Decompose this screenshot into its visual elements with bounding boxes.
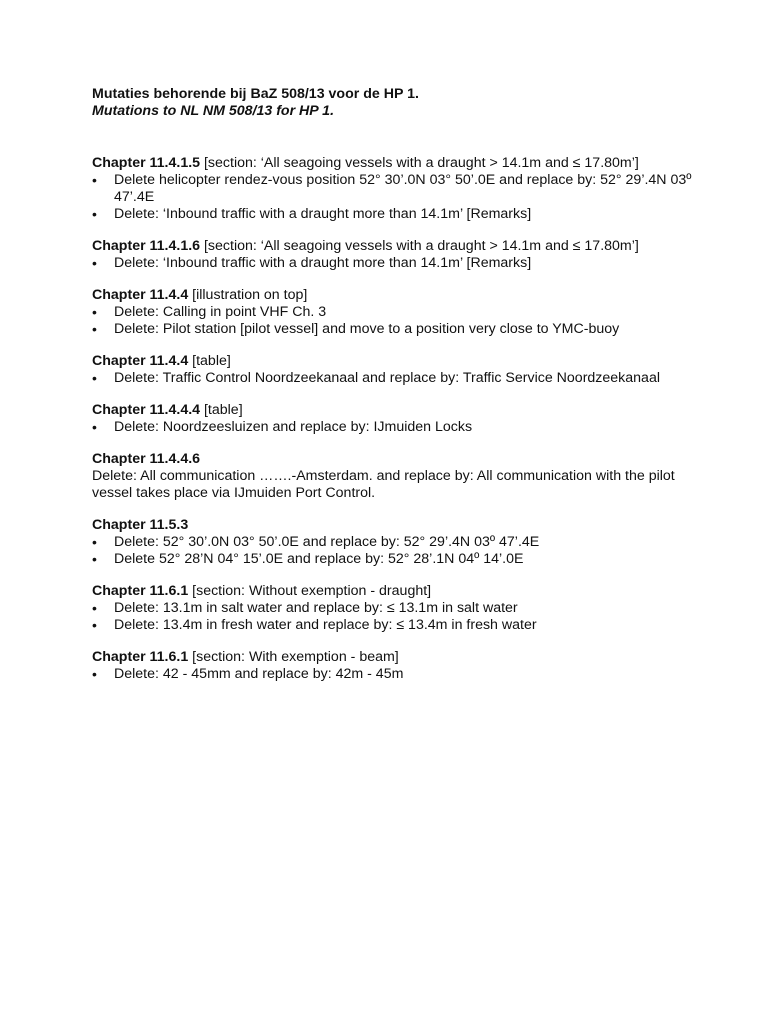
- section-chapter-11-4-4-illustration: [92, 287, 692, 338]
- list-item: • Delete: Noordzeesluizen and replace by: IJmuiden Locks: [92, 419, 692, 436]
- title-dutch: Mutaties behorende bij BaZ 508/13 voor de HP 1.: [92, 86, 419, 102]
- section-chapter-11-5-3: [92, 517, 692, 568]
- chapter-note: [section: ‘All seagoing vessels with a draught > 14.1m and ≤ 17.80m’]: [200, 238, 639, 254]
- bullet-list: [92, 255, 692, 272]
- bullet-list: [92, 419, 692, 436]
- chapter-note: [table]: [188, 353, 231, 369]
- chapter-number: Chapter 11.4.4.6: [92, 451, 201, 467]
- chapter-heading: [92, 238, 692, 255]
- chapter-number: Chapter 11.6.1: [92, 583, 189, 599]
- bullet-list: [92, 370, 692, 387]
- list-item: • Delete: 13.1m in salt water and replace by: ≤ 13.1m in salt water: [92, 600, 692, 617]
- chapter-heading: [92, 649, 692, 666]
- chapter-number: Chapter 11.4.4: [92, 287, 189, 303]
- chapter-note: [section: Without exemption - draught]: [188, 583, 432, 599]
- chapter-heading: [92, 287, 692, 304]
- section-chapter-11-6-1-draught: [92, 583, 692, 634]
- bullet-list: [92, 600, 692, 634]
- document-body: [92, 86, 692, 683]
- list-item: • Delete: ‘Inbound traffic with a draught more than 14.1m’ [Remarks]: [92, 206, 692, 223]
- list-item: • Delete 52° 28’N 04° 15’.0E and replace by: 52° 28’.1N 04º 14’.0E: [92, 551, 692, 568]
- bullet-list: [92, 172, 692, 223]
- chapter-heading: [92, 451, 692, 468]
- list-item: • Delete: 42 - 45mm and replace by: 42m - 45m: [92, 666, 692, 683]
- section-chapter-11-6-1-beam: [92, 649, 692, 683]
- list-item: • Delete: 13.4m in fresh water and replace by: ≤ 13.4m in fresh water: [92, 617, 692, 634]
- chapter-note: [section: ‘All seagoing vessels with a draught > 14.1m and ≤ 17.80m’]: [200, 155, 639, 171]
- list-item: • Delete: Traffic Control Noordzeekanaal and replace by: Traffic Service Noordzeekanaal: [92, 370, 692, 387]
- section-chapter-11-4-4-4: [92, 402, 692, 436]
- list-item: • Delete helicopter rendez-vous position 52° 30’.0N 03° 50’.0E and replace by: 52° 29’.4N 03º 47’.4E: [92, 172, 692, 206]
- list-item: • Delete: Pilot station [pilot vessel] and move to a position very close to YMC-buoy: [92, 321, 692, 338]
- chapter-note: [section: With exemption - beam]: [188, 649, 399, 665]
- bullet-list: [92, 304, 692, 338]
- paragraph-text: Delete: All communication …….-Amsterdam. and replace by: All communication with the pilot vessel takes place via IJmuiden Port Control.: [92, 468, 675, 501]
- list-item: • Delete: Calling in point VHF Ch. 3: [92, 304, 692, 321]
- list-item: • Delete: 52° 30’.0N 03° 50’.0E and replace by: 52° 29’.4N 03º 47’.4E: [92, 534, 692, 551]
- chapter-heading: [92, 402, 692, 419]
- section-chapter-11-4-1-6: [92, 238, 692, 272]
- chapter-number: Chapter 11.4.1.6: [92, 238, 201, 254]
- section-chapter-11-4-4-6: [92, 451, 692, 502]
- title-english: Mutations to NL NM 508/13 for HP 1.: [92, 103, 335, 119]
- bullet-list: [92, 534, 692, 568]
- chapter-heading: [92, 583, 692, 600]
- chapter-note: [illustration on top]: [188, 287, 308, 303]
- chapter-heading: [92, 353, 692, 370]
- bullet-list: [92, 666, 692, 683]
- chapter-note: [table]: [200, 402, 243, 418]
- chapter-heading: [92, 517, 692, 534]
- chapter-number: Chapter 11.4.4.4: [92, 402, 201, 418]
- section-chapter-11-4-4-table: [92, 353, 692, 387]
- chapter-number: Chapter 11.5.3: [92, 517, 189, 533]
- chapter-number: Chapter 11.4.4: [92, 353, 189, 369]
- section-chapter-11-4-1-5: [92, 155, 692, 223]
- chapter-number: Chapter 11.4.1.5: [92, 155, 201, 171]
- list-item: • Delete: ‘Inbound traffic with a draught more than 14.1m’ [Remarks]: [92, 255, 692, 272]
- chapter-heading: [92, 155, 692, 172]
- chapter-number: Chapter 11.6.1: [92, 649, 189, 665]
